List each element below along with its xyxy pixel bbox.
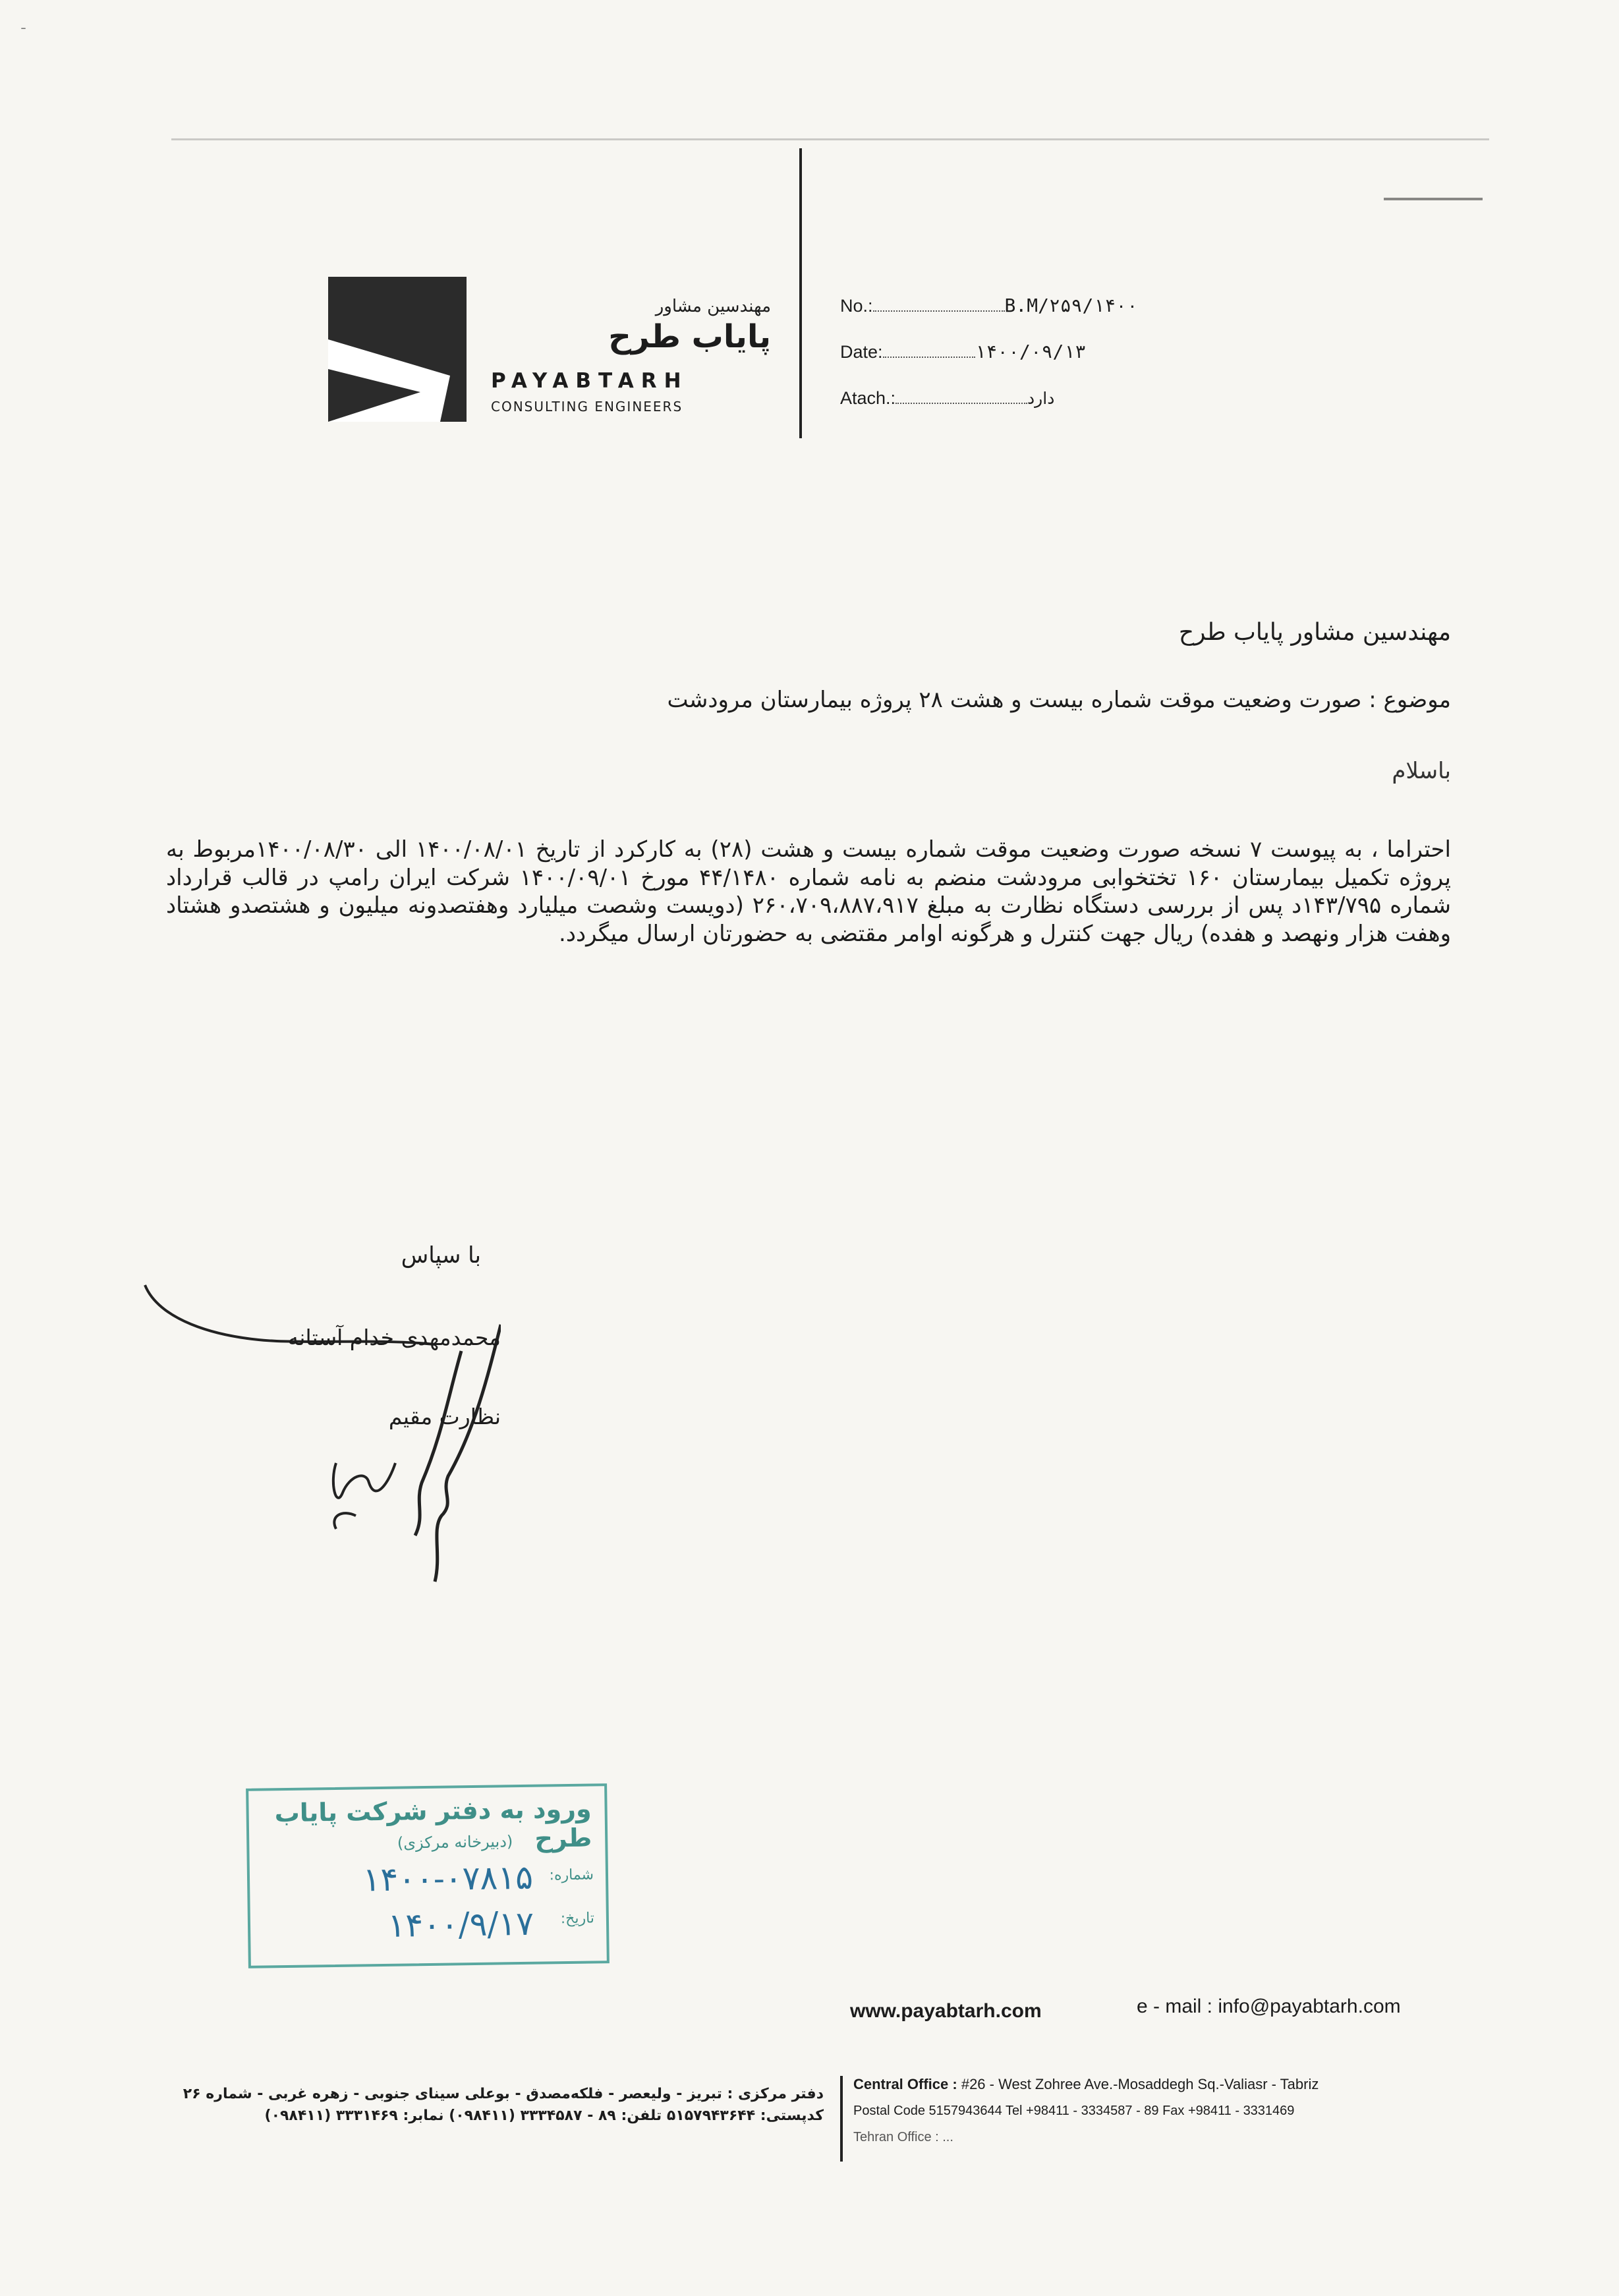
dotted-leader xyxy=(895,386,1027,404)
letterhead xyxy=(0,0,1619,461)
signer-name: محمدمهدی خدام آستانه xyxy=(287,1325,501,1350)
footer-contact-fa: کدپستی: ۵۱۵۷۹۴۳۶۴۴ تلفن: ۸۹ - ۳۳۳۴۵۸۷ (۰۹۸۴۱۱) نمابر: ۳۳۳۱۴۶۹ (۰۹۸۴۱۱) xyxy=(264,2108,824,2124)
brand-name-fa: پایاب طرح xyxy=(608,318,771,355)
brand-subtitle: CONSULTING ENGINEERS xyxy=(491,399,683,415)
footer-contact-en: Postal Code 5157943644 Tel +98411 - 3334587 - 89 Fax +98411 - 3331469 xyxy=(853,2104,1295,2118)
dotted-leader xyxy=(883,339,975,358)
letter-attachment-field xyxy=(840,386,1054,409)
footer-divider xyxy=(840,2076,843,2162)
letter-number-value: B.M/۲۵۹/۱۴۰۰ xyxy=(1004,295,1138,316)
stamp-date-value: ۱۴۰۰/۹/۱۷ xyxy=(387,1904,534,1945)
dotted-leader xyxy=(873,293,1005,312)
header-divider xyxy=(799,148,802,438)
letter-number-field xyxy=(840,293,1138,316)
stamp-title: ورود به دفتر شرکت پایاب طرح xyxy=(274,1794,592,1853)
handwritten-signature-icon xyxy=(132,1265,501,1608)
letter-paragraph: احتراما ، به پیوست ۷ نسخه صورت وضعیت موقت شماره بیست و هشت (۲۸) به کارکرد از تاریخ ۱۴۰۰/۰۸/۰۱ الی ۱۴۰۰/۰۸/۳۰مربوط به پروژه تکمیل بیمارستان ۱۶۰ تختخوابی مرودشت منضم به نامه شماره ۴۴/۱۴۸۰ مورخ ۱۴۰۰/۰۹/۰۱ شرکت ایران رامپ در قالب قرارداد شماره ۱۴۳/۷۹۵د پس از بررسی دستگاه نظارت به مبلغ ۲۶۰،۷۰۹،۸۸۷،۹۱۷ (دویست وشصت میلیارد وهفتصدونه میلیون و هشتصدو هشتاد وهفت هزار ونهصد و هفده) ریال جهت کنترل و هرگونه اوامر مقتضی به حضورتان ارسال میگردد. xyxy=(166,836,1452,947)
stamp-number-label: شماره: xyxy=(549,1866,594,1884)
footer-central-office-address: #26 - West Zohree Ave.-Mosaddegh Sq.-Valiasr - Tabriz xyxy=(961,2076,1319,2092)
letter-recipient: مهندسین مشاور پایاب طرح xyxy=(1178,619,1451,646)
letter-date-value: ۱۴۰۰/۰۹/۱۳ xyxy=(975,341,1087,362)
letter-date-field xyxy=(840,339,1086,362)
letter-attachment-value: دارد xyxy=(1027,389,1055,408)
letter-number-label: No.: xyxy=(840,296,873,316)
letter-closing: با سپاس xyxy=(401,1242,481,1269)
letter-body xyxy=(166,836,1451,977)
brand-name-fa-small: مهندسین مشاور xyxy=(655,297,771,316)
letter-date-label: Date: xyxy=(840,342,883,362)
letter-attachment-label: Atach.: xyxy=(840,388,896,408)
payabtarh-logo-icon xyxy=(328,277,467,422)
footer-address-fa: دفتر مرکزی : تبریز - ولیعصر - فلکه‌مصدق - بوعلی سینای جنوبی - زهره غربی - شماره ۲۶ xyxy=(183,2086,824,2102)
received-stamp xyxy=(246,1783,610,1968)
footer-central-office xyxy=(853,2076,1319,2093)
footer-website: www.payabtarh.com xyxy=(850,2000,1042,2022)
letter-subject: موضوع : صورت وضعیت موقت شماره بیست و هشت ۲۸ پروژه بیمارستان مرودشت xyxy=(667,687,1451,713)
stamp-number-value: ۱۴۰۰-۰۷۸۱۵ xyxy=(362,1858,534,1899)
signer-role: نظارت مقیم xyxy=(388,1404,501,1429)
footer-central-office-label: Central Office : xyxy=(853,2076,957,2092)
letter-greeting: باسلام xyxy=(1392,758,1451,784)
scan-corner-mark: ˉ xyxy=(20,26,27,43)
footer-email: e - mail : info@payabtarh.com xyxy=(1137,1995,1401,2017)
stamp-date-label: تاریخ: xyxy=(560,1910,595,1928)
footer-tehran-office: Tehran Office : ... xyxy=(853,2130,953,2144)
stamp-subtitle: (دبیرخانه مرکزی) xyxy=(397,1832,513,1852)
brand-name-en: PAYABTARH xyxy=(491,369,689,393)
